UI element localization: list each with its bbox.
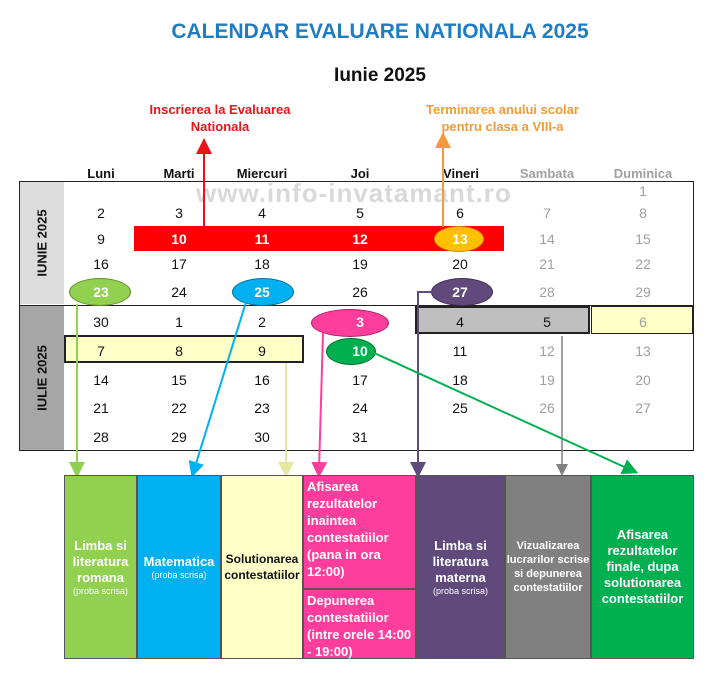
- june-date-13: 13: [452, 231, 468, 247]
- legend-initial-results: Afisarea rezultatelor inaintea contestatiilor (pana in ora 12:00): [303, 475, 416, 589]
- june-date-4: 4: [258, 205, 266, 221]
- page-title: CALENDAR EVALUARE NATIONALA 2025: [171, 20, 589, 43]
- june-date-1: 1: [639, 183, 647, 199]
- day-header-miercuri: Miercuri: [236, 166, 288, 181]
- june-date-17: 17: [171, 256, 187, 272]
- school-end-note: Terminarea anului scolar pentru clasa a VIII-a: [426, 102, 579, 134]
- july-date-7: 7: [97, 343, 105, 359]
- june-date-22: 22: [635, 256, 651, 272]
- june-date-19: 19: [352, 256, 368, 272]
- june-date-23: 23: [93, 284, 109, 300]
- july-date-29: 29: [171, 429, 187, 445]
- july-date-4: 4: [456, 314, 464, 330]
- june-date-7: 7: [543, 205, 551, 221]
- july-date-26: 26: [539, 400, 555, 416]
- july-date-19: 19: [539, 372, 555, 388]
- july-date-15: 15: [171, 372, 187, 388]
- final-results-arrow: [372, 352, 631, 470]
- july-date-1: 1: [175, 314, 183, 330]
- initial-results-arrow: [319, 333, 323, 470]
- legend-depunere: Depunerea contestatiilor (intre orele 14:00 - 19:00): [303, 589, 416, 659]
- july-date-5: 5: [543, 314, 551, 330]
- july-date-22: 22: [171, 400, 187, 416]
- june-date-6: 6: [456, 205, 464, 221]
- day-header-luni: Luni: [87, 166, 115, 181]
- june-date-26: 26: [352, 284, 368, 300]
- legend-materna: Limba si literatura materna (proba scrisa): [416, 475, 505, 659]
- july-date-13: 13: [635, 343, 651, 359]
- legend-contestatii: Solutionarea contestatiilor: [221, 475, 303, 659]
- july-date-6: 6: [639, 314, 647, 330]
- month-label-july: IULIE 2025: [20, 306, 64, 450]
- july-date-2: 2: [258, 314, 266, 330]
- july-date-11: 11: [452, 343, 468, 359]
- day-header-vineri: Vineri: [443, 166, 479, 181]
- day-header-marti: Marti: [163, 166, 195, 181]
- june-date-9: 9: [97, 231, 105, 247]
- july-date-25: 25: [452, 400, 468, 416]
- july-date-20: 20: [635, 372, 651, 388]
- july-date-24: 24: [352, 400, 368, 416]
- legend-vizualizare: Vizualizarea lucrarilor scrise si depunerea contestatiilor: [505, 475, 591, 659]
- june-date-8: 8: [639, 205, 647, 221]
- june-date-24: 24: [171, 284, 187, 300]
- june-date-3: 3: [175, 205, 183, 221]
- june-date-12: 12: [352, 231, 368, 247]
- june-date-2: 2: [97, 205, 105, 221]
- june-date-18: 18: [254, 256, 270, 272]
- july-date-27: 27: [635, 400, 651, 416]
- day-header-duminica: Duminica: [613, 166, 673, 181]
- july-date-21: 21: [93, 400, 109, 416]
- watermark: www.info-invatamant.ro: [196, 178, 512, 208]
- june-date-21: 21: [539, 256, 555, 272]
- july-date-9: 9: [258, 343, 266, 359]
- june-date-20: 20: [452, 256, 468, 272]
- july-date-17: 17: [352, 372, 368, 388]
- day-header-joi: Joi: [350, 166, 370, 181]
- june-date-28: 28: [539, 284, 555, 300]
- july-date-10: 10: [352, 343, 368, 359]
- july-date-8: 8: [175, 343, 183, 359]
- june-date-27: 27: [452, 284, 468, 300]
- june-date-29: 29: [635, 284, 651, 300]
- july-date-30: 30: [254, 429, 270, 445]
- page-subtitle: Iunie 2025: [334, 65, 426, 86]
- june-date-16: 16: [93, 256, 109, 272]
- month-label-june: IUNIE 2025: [20, 182, 64, 304]
- legend-matematica: Matematica (proba scrisa): [137, 475, 221, 659]
- july-date-12: 12: [539, 343, 555, 359]
- july-date-18: 18: [452, 372, 468, 388]
- june-date-15: 15: [635, 231, 651, 247]
- july-date-16: 16: [254, 372, 270, 388]
- materna-arrow: [418, 292, 434, 470]
- july-date-30: 30: [93, 314, 109, 330]
- july-date-14: 14: [93, 372, 109, 388]
- july-date-3: 3: [356, 314, 364, 330]
- legend-romana: Limba si literatura romana (proba scrisa): [64, 475, 137, 659]
- june-date-5: 5: [356, 205, 364, 221]
- july-date-31: 31: [352, 429, 368, 445]
- legend-final-results: Afisarea rezultatelor finale, dupa solutionarea contestatiilor: [591, 475, 694, 659]
- june-date-11: 11: [254, 231, 270, 247]
- june-date-14: 14: [539, 231, 555, 247]
- july-date-28: 28: [93, 429, 109, 445]
- math-arrow: [194, 302, 246, 470]
- registration-note: Inscrierea la Evaluarea Nationala: [149, 102, 291, 134]
- june-date-25: 25: [254, 284, 270, 300]
- july-date-23: 23: [254, 400, 270, 416]
- day-header-sambata: Sambata: [519, 166, 575, 181]
- june-date-10: 10: [171, 231, 187, 247]
